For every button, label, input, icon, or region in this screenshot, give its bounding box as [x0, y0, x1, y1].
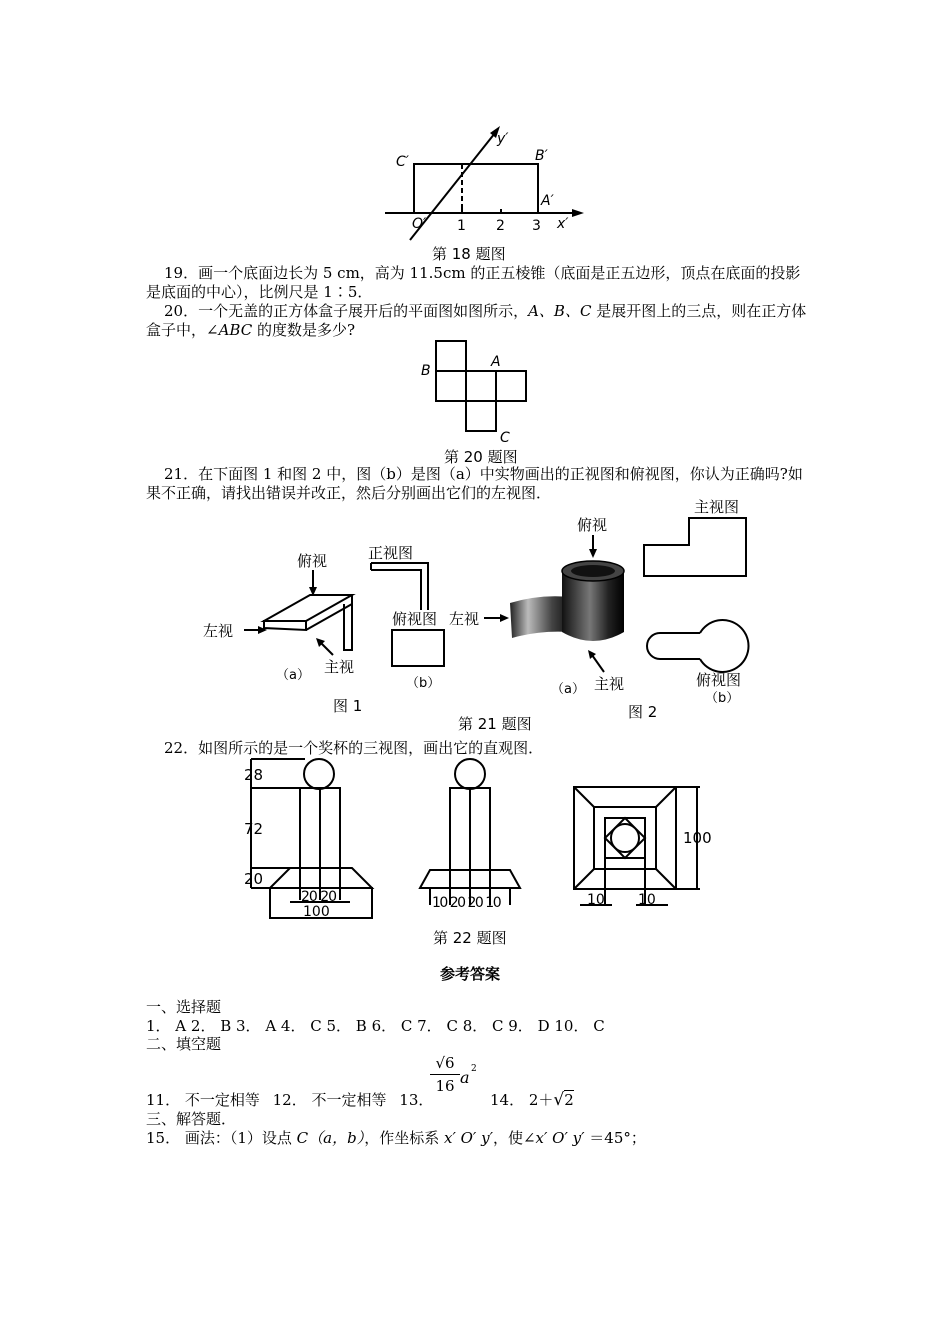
question-21: 21．在下面图 1 和图 2 中，图（b）是图（a）中实物画出的正视图和俯视图，你认为正确吗?如果不正确，请找出错误并改正，然后分别画出它们的左视图．: [146, 465, 803, 502]
fig18-tick-1: 1: [457, 218, 466, 234]
q20-angle: ABC: [218, 321, 253, 339]
a15-angle: x′ O′ y′: [535, 1129, 585, 1147]
fraction-exponent: 2: [471, 1064, 477, 1074]
fig21-1-b: （b）: [406, 676, 441, 691]
fig22-dim-10b: 10: [638, 892, 656, 908]
fig22-dim-20: 20: [244, 870, 264, 888]
fig22-caption: 第 22 题图: [433, 929, 507, 947]
fig21-1-a: （a）: [276, 668, 310, 683]
fig21-2-top-label: 俯视图: [696, 671, 742, 689]
answer-11: 11． 不一定相等: [146, 1091, 260, 1109]
answers-choices: 1． A 2． B 3． A 4． C 5． B 6． C 7． C 8． C 9． D 10． C: [146, 1017, 605, 1035]
question-19: 19．画一个底面边长为 5 cm，高为 11.5cm 的正五棱锥（底面是正五边形，顶点在底面的投影是底面的中心），比例尺是 1∶5．: [146, 264, 801, 301]
fig18-tick-2: 2: [496, 218, 505, 234]
q20-prefix: 20．一个无盖的正方体盒子展开后的平面图如图所示，: [164, 302, 529, 320]
fig21-1-top-label: 俯视图: [392, 610, 438, 628]
fig21-2-main-label: 主视图: [694, 498, 740, 516]
fig21-2-top-view: 俯视: [577, 516, 608, 534]
fig20-label-b: B: [421, 363, 431, 379]
answer-14-root: 2: [564, 1091, 574, 1109]
a15-mid: ，作坐标系: [364, 1129, 444, 1147]
fig22-dim-10a: 10: [587, 892, 605, 908]
fig18-label-b: B′: [535, 148, 548, 164]
fig20-caption: 第 20 题图: [444, 448, 518, 466]
fig18-caption: 第 18 题图: [432, 245, 506, 263]
answers-title: 参考答案: [440, 965, 501, 983]
answer-15: [146, 1129, 646, 1148]
fig20-label-a: A: [491, 354, 501, 370]
answers-section-3: 三、解答题．: [146, 1110, 237, 1128]
fig21-2-a: （a）: [551, 682, 585, 697]
fig21-2-title: 图 2: [628, 703, 658, 721]
fig18-label-o: O′: [412, 216, 427, 232]
answer-13: 13．: [399, 1091, 434, 1109]
fig18-label-x: x′: [557, 216, 569, 232]
fig20-label-c: C: [500, 430, 510, 446]
fraction-numerator: √6: [430, 1054, 460, 1075]
fig21-1-main-view: 主视: [324, 658, 355, 676]
answers-section-2: 二、填空题: [146, 1035, 222, 1053]
a15-suffix: ＝45°；: [584, 1129, 646, 1147]
fig18-label-y: y′: [497, 131, 509, 147]
fig21-1-left-view: 左视: [203, 622, 234, 640]
fig21-2-main-view: 主视: [594, 675, 625, 693]
answers-section-1: 一、选择题: [146, 998, 222, 1016]
fig22-dim-100-left: 100: [303, 904, 330, 920]
fig22-dim-mid: 10 20 20 10: [432, 895, 501, 911]
fig21-caption: 第 21 题图: [458, 715, 532, 733]
a15-prefix: 15． 画法：（1）设点: [146, 1129, 297, 1147]
fig22-dim-100-right: 100: [683, 829, 712, 847]
q20-points: A、B、C: [528, 302, 592, 320]
fig18-label-c: C′: [396, 154, 409, 170]
answer-13-fraction: [430, 1054, 460, 1095]
answer-12: 12． 不一定相等: [272, 1091, 387, 1109]
question-22: 22．如图所示的是一个奖杯的三视图，画出它的直观图．: [164, 739, 544, 757]
q20-suffix: 的度数是多少?: [252, 321, 356, 339]
answer-14-text: 14． 2＋: [490, 1091, 554, 1109]
answer-14: [490, 1091, 574, 1110]
fig21-1-top-view: 俯视: [297, 552, 328, 570]
fig22-dim-20-20: 20 20: [301, 889, 337, 905]
fig18-label-a: A′: [541, 193, 554, 209]
a15-mid2: ，使∠: [492, 1129, 536, 1147]
fig22-dim-72: 72: [244, 820, 264, 838]
fraction-denominator: 16: [435, 1077, 455, 1095]
fraction-variable: a: [460, 1068, 470, 1087]
fig21-2-left-view: 左视: [449, 610, 480, 628]
a15-point: C（a，b）: [296, 1129, 365, 1147]
q20-middle: 是展开图上的三点，则在正方体盒子中，∠: [146, 302, 807, 339]
fig21-2-b: （b）: [705, 691, 740, 706]
answers-line-11-14: [146, 1091, 433, 1110]
a15-axes: x′ O′ y′: [443, 1129, 493, 1147]
sqrt-icon: √: [553, 1090, 565, 1110]
fig21-1-title: 图 1: [333, 697, 363, 715]
fig18-tick-3: 3: [532, 218, 541, 234]
fig22-dim-28: 28: [244, 766, 264, 784]
fig21-1-front-label: 正视图: [368, 544, 414, 562]
